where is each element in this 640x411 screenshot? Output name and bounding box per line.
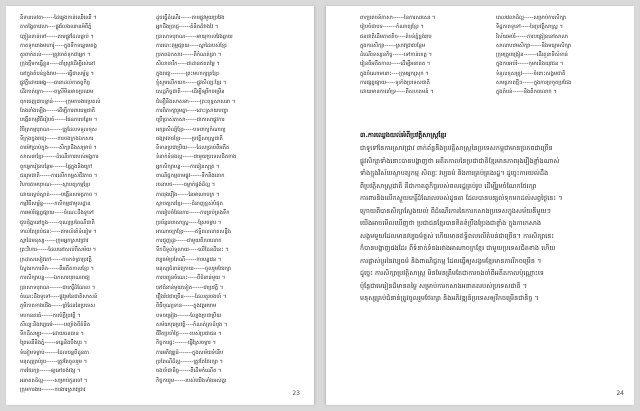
paragraph-line: ទាំងក្នុងវិស័យស្ថាបត្យកម្ម សិល្បៈ វប្បធម៌ និងការគ្រប់គ្រងរដ្ឋ។ ដូច្នេះការយល់ដឹង (360, 170, 549, 177)
verse-line: សិលាចារឹក-----ជាដានឥតតម្លៃ ។ (156, 61, 220, 68)
verse-line: និទានប្រជាប្រិយ-----ដែលប្រាប់ពីអតីត (156, 145, 230, 152)
verse-line: សេដ្ឋកិច្ចជាតិ------ដើម្បីឲ្យរីកចម្រើន (156, 89, 225, 96)
verse-line: ទឹកដីសម្បូរ------ដោយធនធាន ។ (20, 331, 84, 338)
verse-line: ពួកអ្នករៀនបន្ថែម-------ផ្ទៃក្នុងនិងក្រៅ (20, 163, 93, 170)
verse-line: វិចិត្រកម្មបុរាណ-------គ្រូដែលទទួលខុស (20, 126, 97, 133)
verse-line: ភូមិភាគខាងជើង------ព្រំដែននៃប្រទេស (20, 303, 96, 310)
verse-line: នៅក្នុងតំបន់ខ្ពង់រាប------ធ្វើជាសម្ព័ន្ធ ។ (20, 70, 94, 77)
verse-line: ខ្ញុំសូមលើកយក------ផ្លូវសិល្បៈខ្មែរ ។ (156, 80, 227, 87)
verse-line: ការរៀបចំផែនការ------ការគ្រប់គ្រងទឹក (156, 210, 230, 217)
verse-line: ទៅជំនាន់មួយទៀត------ជាប្រវត្តិ ។ (156, 284, 224, 291)
verse-line: ពង្សាវតារខ្មែរ------ប្រវត្តិសាស្ត្រជាតិ (156, 135, 223, 142)
verse-line: ទំនាក់ទំនងល្អ------ជាមួយប្រទេសជិតខាង (156, 154, 237, 161)
verse-line: ពុកចេញជាបន្ទាន់-------ក្រុមការងារប្រគល់ (20, 98, 101, 105)
verse-line: ការបោះពុម្ពផ្សាយ-----ស្នាដៃរបស់ខ្មែរ (156, 42, 227, 49)
verse-line: កិច្ចការរួម------របស់យើងទាំងអស់គ្នា (156, 377, 227, 384)
paragraph-line: មនុស្សគ្រប់ជំនាន់ត្រូវចូលរួមថែរក្សា និងអភិវឌ្ឍន៍ប្រទេសឲ្យរីកចម្រើនជានិច្ច ។ (360, 295, 539, 302)
verse-line: និទានទេវតា------ដៃឆ្វេងកាន់ឈើឈើ ។ (20, 15, 97, 21)
verse-line: ក្នុងតំបន់------និងពិភពលោក ។ (496, 89, 557, 96)
verse-line: សិល្បៈនិងវប្បធម៌------បញ្ចាំងពីគំនិត (20, 321, 91, 328)
verse-line: គួរពាក់គល់------ត្រូវចាត់ទុកជាអ្នក ។ (20, 52, 91, 59)
verse-line: ក្នុងចំណោមនោះ----ក្រុមអ្នកស្រុក ។ (360, 70, 429, 77)
verse-line: ជនជាតិដើមភាគតិច----តំបន់ភ្នំខ្ពង់រាប (360, 33, 432, 40)
verse-line: ការសិក្សាបន្ត-----ឯកសារបុរាណរាជ្យ (20, 275, 90, 282)
verse-line: ជំនឿនិងសាសនា------ព្រះពុទ្ធសាសនា ។ (156, 98, 236, 105)
verse-line: ដោយមានការគាំទ្រ-----ពីសហគមន៍ ។ (360, 89, 434, 96)
body-paragraph (360, 143, 612, 306)
paragraph-line: ការពារនិងលើកស្ទួយកេរ្តិ៍ដំណែលរបស់ដូនតា ដែលបានបន្សល់ទុកមកដល់សព្វថ្ងៃនេះ ។ (360, 195, 563, 202)
verse-line: ទិដ្ឋភាពទូទៅ-----នៃប្រវត្តិសាស្ត្រ ។ (496, 24, 563, 31)
paragraph-line: ការផ្លាស់ប្តូរនៃវប្បធម៌ និងពាណិជ្ជកម្ម ដែលធ្វើឲ្យសង្គមខ្មែរមានការរីកចម្រើន ។ (360, 257, 542, 265)
verse-line: តែងតាំងឡើង------ដើម្បីការពារធម្មជាតិ (20, 107, 96, 114)
verse-line: កម្មវិធីសម្ព័ន្ធ------កសិកម្មជាមូលដ្ឋាន (20, 200, 91, 207)
paragraph-line: ផ្លូវសិក្សាទាំងនោះបានបង្ហាញថា អតីតកាលនៃប្រជាជាតិខ្មែរមានភាពរុងរឿងខ្លាំងណាស់ (360, 157, 560, 165)
verse-line: ការថែរក្សា------ឲ្យនៅគង់វង្ស ។ (20, 368, 81, 375)
left-page-number: 23 (292, 390, 300, 397)
verse-line: ព្រៃឈើនិងភ្នំ------ទន្លេនិងបឹងបួរ ។ (20, 340, 87, 347)
verse-line: វិហារតាមបុរាណ------ស្ថាបត្យកម្មខ្មែរ (20, 182, 91, 189)
verse-line: ដំណើរទស្សនកិច្ច------ទៅកាន់ខេត្ត ។ (360, 52, 432, 59)
right-page-column-b (496, 14, 616, 98)
verse-line: សាលាបឋមសិក្សា------និងមធ្យមសិក្សា (496, 42, 571, 49)
paragraph-line: សង្គមមួយដែលមានវប្បធម៌ខ្ពស់ ហើយមានឥទ្ធិពលលើតំបន់ជាច្រើន។ ការសិក្សានេះ (360, 232, 555, 240)
verse-line: រៀបចំជាបទ-------កំណាព្យខ្មែរ ។ (360, 24, 424, 31)
verse-line: ដោយស្ងប់ស្ងាត់------បង្កើនសមត្ថភាព ។ (20, 191, 98, 198)
verse-line: ជួបជុំគ្នានៅក្នុង------បុណ្យប្រពៃណីជាតិ (20, 219, 95, 226)
verse-line: ទឹកដីទូលំទូលាយ-----លើដែនដីនេះ ។ (156, 247, 229, 254)
verse-line: ចងចាំជានិច្ច------ពីដើមកំណើត ។ (156, 368, 222, 375)
verse-line: មហានគរធំ------ការបំភ្លឺប្រវត្តិ ។ (20, 312, 81, 319)
right-page-column-a (360, 14, 480, 98)
verse-line: កាតទូករោងមហារ៉ូ-----ក្នុងទឹកទន្លេមេគង្គ (20, 42, 97, 49)
verse-line: ក្រុមគ្រូបង្រៀន-------ដើរតួនាទីសំខាន់ (496, 52, 568, 59)
verse-line: ក្រុងថ្មីមកធ្វើខ្លួន-----ដាំស្រូវដើម្បីរស់នៅ (20, 61, 95, 68)
verse-line: ការជួញដូរ------ជាមួយពិភពលោក (156, 238, 222, 245)
verse-line: បង្កើតកម្មវិធីរៀបចំ------ផែនការបន្ថែម ។ (20, 117, 98, 124)
verse-line: ប្រភពឯកសារ------ពីកំណត់ត្រា ។ (156, 52, 222, 59)
verse-line: រៀនពីអតីតកាល-----ដើម្បីអនាគត ។ (360, 61, 431, 68)
verse-line: សមត្ថភាពថ្មីៗ------ក្នុងការប្រកួតប្រជែង (496, 80, 572, 87)
verse-line: ប្រើប្រាស់ភាសា------ជាភាសាផ្លូវការ (156, 117, 225, 124)
paragraph-line: ក៏បានបង្ហាញផងដែរ ពីទំនាក់ទំនងរវាងអាណាចក្រខ្មែរ ជាមួយប្រទេសជិតខាង ហើយ (360, 245, 556, 252)
left-page (6, 6, 314, 405)
verse-line: អក្សរសិល្ប៍ខ្មែរ-----បទពាក្យកំណាព្យ (156, 126, 226, 133)
verse-line: មនុស្សជំនាន់ក្រោយ------ចូលរួមថែរក្សា (156, 266, 232, 273)
left-page-column-b (156, 14, 276, 386)
paragraph-line: ដូច្នេះ ការសិក្សាប្រវត្តិសាស្ត្រ មិនមែនត្រឹមតែជាការចងចាំពីអតីតកាលប៉ុណ្ណោះទេ (360, 270, 545, 277)
verse-line: ទាល់តែគ្រប់ជនៈ-----តាមលំនាំទំនៀម ។ (20, 228, 97, 235)
verse-line: ទីក្រុងក្នុងរាជ្យ------ការចងក្រងឯកសារ (20, 135, 94, 142)
section-heading: ៣.ការឈ្វេងយល់អំពីប្រវត្តិសាស្ត្រខ្មែរ (360, 131, 447, 139)
verse-line: ទំនៀមទម្លាប់-------ដែលបន្តពីដូនតា (20, 349, 89, 356)
verse-line: ក្នុងការអប់រំ------កុមារនិងយុវជន ។ (496, 61, 564, 68)
verse-line: ការអភិវឌ្ឍន៍-------ក្នុងសម័យទំនើប (156, 349, 224, 356)
verse-line: ប្រព័ន្ធធារាសាស្ត្រ-----ស្រែចម្ការ ។ (156, 219, 222, 226)
verse-line: អនាគតដ៏ល្អ------សម្រាប់កូនចៅ ។ (20, 377, 88, 384)
verse-line: វប្បធម៌ប្រពៃណី------ការបន្តវេន ។ (156, 256, 222, 263)
verse-line: ព្រះវិហារ------ដែលនៅសល់ពីសម័យ ។ (20, 247, 97, 254)
verse-line: អាណាចក្រខ្មែរ------ឥទ្ធិពលលាតសន្ធឹង (156, 228, 232, 235)
paragraph-line: ជាទូទៅនៃការស្រាវជ្រាវ ពាក់ព័ន្ធនឹងប្រវត្តិសាស្ត្រនៃប្រទេសកម្ពុជាមានប្រភពជាច្រើន (360, 145, 553, 152)
verse-line: ជីវិតប្រចាំថ្ងៃ------របស់ប្រជាជន ។ (156, 331, 222, 338)
verse-line: វិស័យអប់រំ------ការបង្រៀននៅសាលា (496, 33, 568, 40)
verse-line: ពាក្យពេចន៍ភាសា------នៃការសរសេរ ។ (360, 15, 436, 21)
paragraph-line: ប៉ុន្តែជាមេរៀនដ៏មានតម្លៃ សម្រាប់ការកសាងអនាគតរបស់ប្រទេសជាតិ ។ (360, 282, 528, 290)
right-page-number: 24 (616, 390, 624, 397)
verse-line: ពាណិជ្ជកម្មតាមផ្លូវ------ទឹកនិងគោក (156, 173, 225, 180)
left-page-column-a (20, 14, 140, 395)
paragraph-line: ក្រោយពីបានសិក្សាស្វែងយល់ ពីដំណើរការនៃការកសាងប្រទេសក្នុងសម័យនីមួយៗ (360, 207, 551, 215)
verse-line: ប្រពៃណីដ៏ល្អ-------ត្រូវតែថែរក្សា ។ (156, 358, 223, 365)
verse-line: ការពិភាក្សារួមគ្នា-----ដោះស្រាយបញ្ហា (156, 107, 229, 114)
verse-line: ជនរួមជាតិ------ការលើកកម្ពស់ជីវភាព ។ (20, 173, 98, 180)
verse-line: ក្រុមការងារ-------ការងារស្រាវជ្រាវ (20, 386, 86, 393)
verse-line: ដើរកាត់ក្រោ------ពស្រីមិនអាចប្រឈម (20, 89, 94, 96)
paragraph-line: ពីប្រវត្តិសាស្ត្រជាតិ គឺជាកាតព្វកិច្ចរបស់ពលរដ្ឋគ្រប់រូប ដើម្បីរួមចំណែកថែរក្សា (360, 182, 537, 190)
verse-line: ទំនួលខុសត្រូវ------ចំពោះសង្គមជាតិ (496, 70, 566, 77)
verse-line: សម័យបុរេប្រវត្តិ----កំណត់ត្រាដំបូង ។ (156, 321, 228, 328)
verse-line: កិច្ចការផ្ទះ-------ធ្វើស្រែចម្ការ ។ (156, 340, 216, 347)
right-page (326, 6, 634, 405)
verse-line: បទចម្រៀង-------ល្បែងប្រជាប្រិយ (156, 312, 222, 319)
verse-line: ប្រាសាទបុរាណ-------ជាកេរ្តិ៍ដំណែល ។ (20, 284, 96, 291)
verse-line: រឿងរ៉ាវជាច្រើន------ដែលគួរចងចាំ ។ (156, 293, 227, 300)
verse-line: អ្នកសិក្សាបន្ត-----ការរៀនសូត្រ ។ (156, 163, 220, 170)
verse-line: ពេលវេលាដ៏ល្អ-----សម្រាប់ការសិក្សា (496, 15, 566, 21)
verse-line: ប្រាសាទបុរាណ------អាយុកាលវែងឆ្ងាយ (156, 33, 233, 40)
verse-line: ញៀនតាន់ទៅ------តាមផ្លូវដែលធ្លាប់ ។ (20, 33, 94, 40)
verse-line: ក្នុងការសិក្សា------ស្រាវជ្រាវបន្ថែម (360, 42, 426, 49)
verse-line: ការបញ្ជូនចំណេះ-----ពីជំនាន់មួយ ។ (156, 275, 226, 282)
verse-line: ពិធីបុណ្យទាន------ក្នុងវត្តអារាម (156, 303, 217, 310)
verse-line: ក្នុងរាជ្យ--------ព្រះមហាក្សត្រខ្មែរ (156, 70, 219, 77)
verse-line: សាសនាខ្មែរ-------ដំណើរការរបស់អង្គការ (20, 154, 99, 161)
verse-line: តាម៉ៅប្រាប់ក្នុង------សិក្សាដឹងសម្រាប់ ។ (20, 145, 97, 152)
verse-line: មនុស្សគ្រប់រូប------ត្រូវតែចូលរួម ។ (20, 358, 88, 365)
verse-line: ផ្លូវក្តីដោយអង្គ----ធានាដល់កាតព្វកិច្ច (20, 80, 91, 87)
verse-line: អ្នកដឹងប្រាជ្ញ------គំនិតដ៏វាងវៃ ។ (156, 24, 219, 31)
verse-line: តាតង្វៃតាវេលា----ផ្លូវរំលងឈានអំពីភ្នំ (20, 24, 92, 31)
verse-line: ដូចធ្វើដំណើរ------តាមផ្លូវមួយប្រវែង (156, 15, 225, 21)
verse-line: ស្វែងរកការពិត------ពីអតីតកាលខ្មែរ ។ (20, 266, 94, 273)
verse-line: ចំណេះដឹងទូទៅ-----ផ្លូវរួមនៃជាតិសាសន៍ (20, 293, 98, 300)
verse-line: ការផ្សព្វផ្សាយ-----ទូទាំងប្រទេសជាតិ (360, 80, 430, 87)
verse-line: ស្នាដៃមនុស្ស------ក្រុមអ្នកស្រាវជ្រាវ (20, 238, 89, 245)
verse-line: រចនាបថ------ចម្លាក់ផ្ចង់ដ៏ល្អ ។ (156, 182, 216, 189)
verse-line: ការអប់រំផ្សព្វផ្សាយ-----ចំណេះដឹងទូទៅ (20, 210, 94, 217)
verse-line: ស្ថាបត្យករខ្មែរ-----ជំនាញខ្ពស់បំផុត (156, 200, 223, 207)
paragraph-line: យើងអាចមើលឃើញថា ប្រជាជនខ្មែរបានខិតខំប្រឹងប្រែងជាខ្លាំង ក្នុងការកសាង (360, 220, 542, 227)
verse-line: ក្រដាសសៀវភៅ------ការកត់ត្រាប្រវត្តិ (20, 256, 92, 263)
verse-line: ភាពរុងរឿង------នៃអាណាចក្រ ។ (156, 191, 220, 198)
